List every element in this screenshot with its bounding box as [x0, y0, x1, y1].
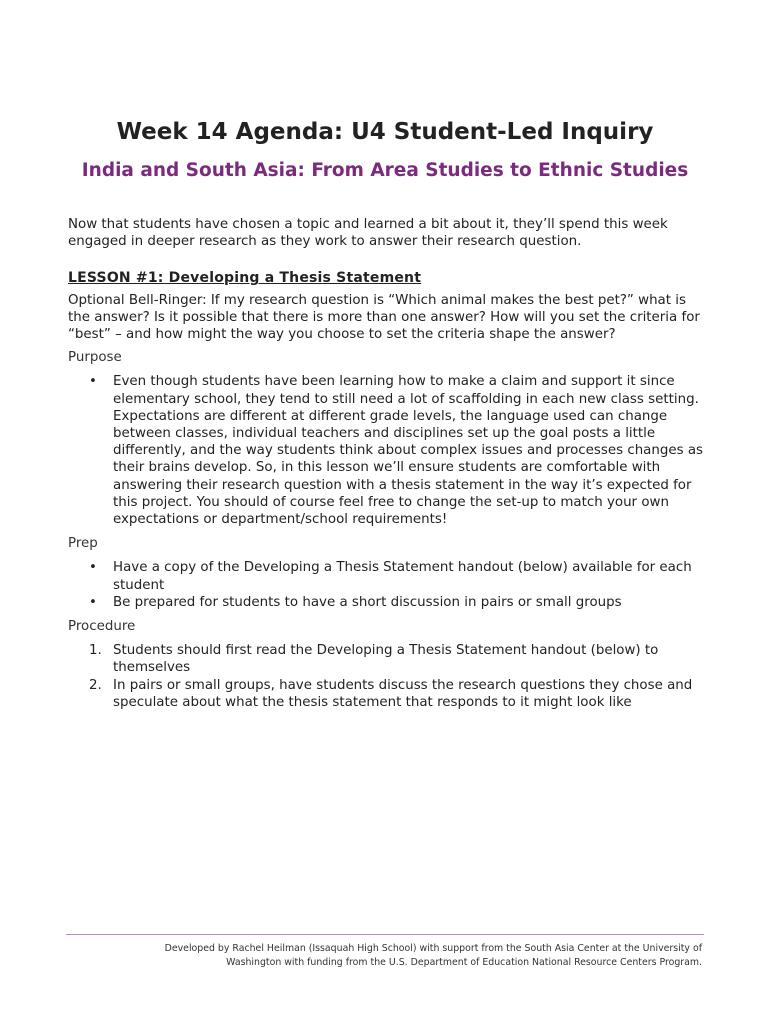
bell-ringer-paragraph: Optional Bell-Ringer: If my research question is “Which animal makes the best pet?” what is the answer? Is it possible that there is more than one answer? How will you set the criteria for “best” – and how might the way you choose to set the criteria shape the answer? — [68, 292, 700, 343]
intro-paragraph: Now that students have chosen a topic and learned a bit about it, they’ll spend this week engaged in deeper research as they work to answer their research question. — [68, 217, 668, 250]
purpose-list — [68, 373, 708, 528]
document-body — [68, 216, 708, 718]
list-item — [89, 594, 708, 611]
step-number: 1. — [89, 643, 102, 659]
footer-line-1: Developed by Rachel Heilman (Issaquah High School) with support from the South Asia Center at the University of — [164, 943, 702, 954]
list-item-text: Students should first read the Developing a Thesis Statement handout (below) to themselves — [113, 643, 659, 676]
prep-label: Prep — [68, 536, 98, 552]
prep-list — [68, 559, 708, 611]
page-subtitle: India and South Asia: From Area Studies to Ethnic Studies — [81, 160, 689, 181]
list-item-text: Be prepared for students to have a short discussion in pairs or small groups — [113, 594, 622, 610]
footer-divider — [66, 934, 704, 935]
bullet-icon: • — [89, 374, 97, 390]
page-title: Week 14 Agenda: U4 Student-Led Inquiry — [116, 119, 654, 145]
list-item-text: Have a copy of the Developing a Thesis Statement handout (below) available for each student — [113, 560, 692, 593]
step-number: 2. — [89, 677, 102, 693]
bullet-icon: • — [89, 594, 97, 610]
list-item-text: Even though students have been learning how to make a claim and support it since elementary school, they tend to still need a lot of scaffolding in each new class setting. Expectations are different at different grade levels, the language used can change between classes, individual teachers and disciplines set up the goal posts a little differently, and the way students think about complex issues and processes changes as their brains develop. So, in this lesson we’ll ensure students are comfortable with answering their research question with a thesis statement in the way it’s expected for this project. You should of course feel free to change the set-up to match your own expectations or department/school requirements! — [113, 374, 704, 528]
procedure-list — [68, 642, 708, 711]
procedure-label: Procedure — [68, 619, 136, 635]
footer — [66, 942, 702, 970]
list-item — [89, 677, 708, 711]
list-item — [89, 642, 708, 676]
purpose-label: Purpose — [68, 350, 122, 366]
list-item — [89, 373, 708, 528]
bullet-icon: • — [89, 560, 97, 576]
lesson-heading: LESSON #1: Developing a Thesis Statement — [68, 270, 422, 287]
footer-line-2: Washington with funding from the U.S. Department of Education National Resource Centers Program. — [226, 957, 702, 968]
list-item-text: In pairs or small groups, have students discuss the research questions they chose and speculate about what the thesis statement that responds to it might look like — [113, 677, 693, 710]
list-item — [89, 559, 708, 593]
